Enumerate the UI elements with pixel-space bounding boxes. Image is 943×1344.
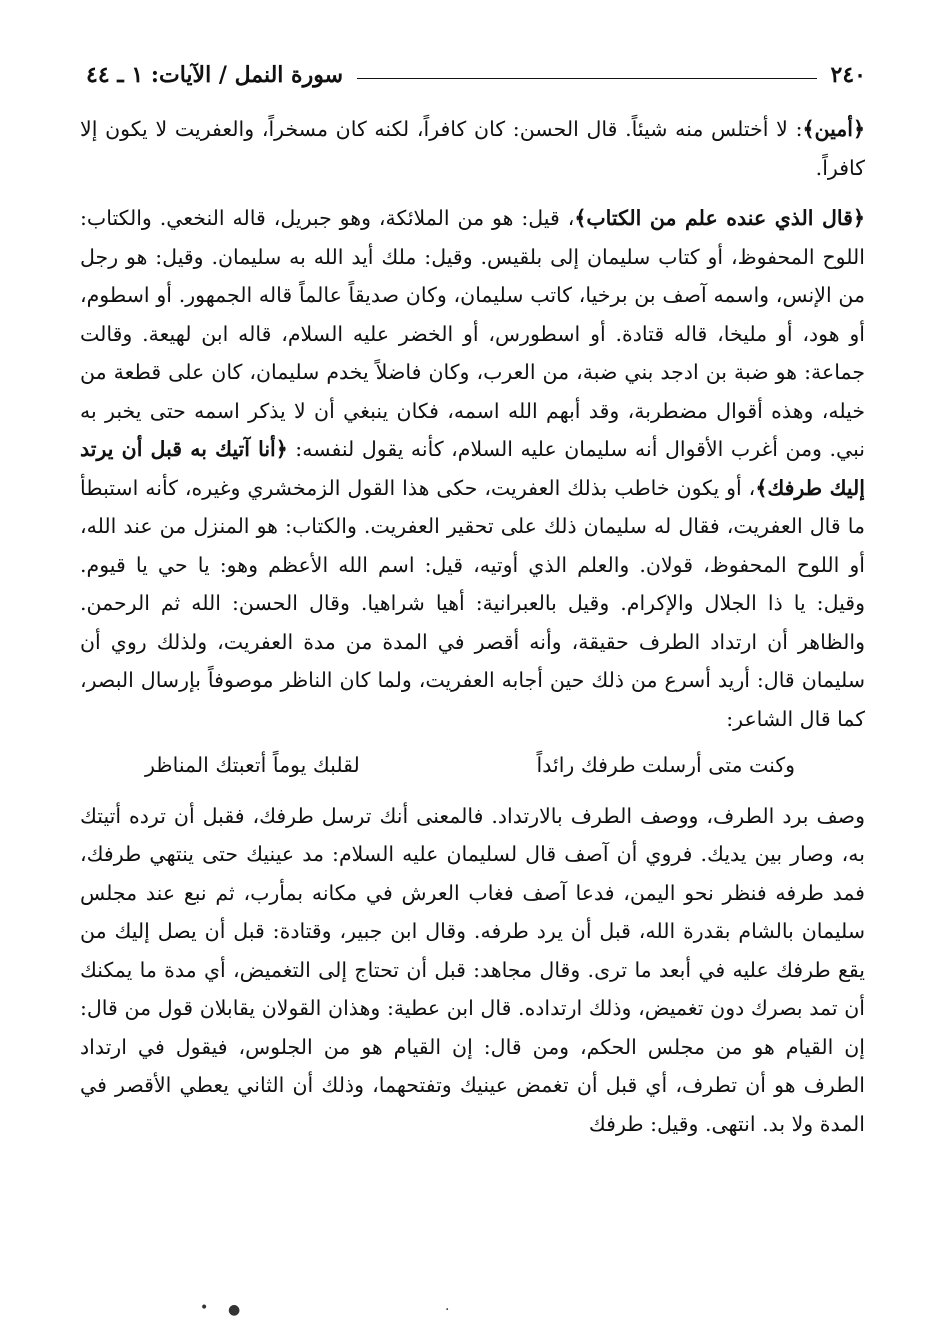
paragraph-text: وصف برد الطرف، ووصف الطرف بالارتداد. فالمعنى أنك ترسل طرفك، فقبل أن ترده أتيتك به، وصار بين يديك. فروي أن آصف قال لسليمان عليه السلام: مد عينيك حتى ينتهي طرفك، فمد طرفه فنظر نحو اليمن، فدعا آصف فغاب العرش في مكانه بمأرب، ثم نبع عند مجلس سليمان بالشام بقدرة الله، قبل أن يرد طرفه. وقال ابن جبير، وقتادة: قبل أن يصل إليك من يقع طرفك عليه في أبعد ما ترى. وقال مجاهد: قبل أن تحتاج إلى التغميض، أي مدة ما يمكنك أن تمد بصرك دون تغميض، وذلك ارتداده. قال ابن عطية: وهذان القولان يقابلان قول من قال: إن القيام هو من مجلس الحكم، ومن قال: إن القيام هو من الجلوس، فيقول في ارتداد الطرف هو أن تطرف، أي قبل أن تغمض عينيك وتفتحهما، وذلك أن الثاني يعطي الأقصر في المدة ولا بد. انتهى. وقيل: طرفك [80,803,865,1136]
paragraph [80,110,865,187]
paragraph-text: ، أو يكون خاطب بذلك العفريت، حكى هذا القول الزمخشري وغيره، كأنه استبطأ ما قال العفريت، فقال له سليمان ذلك على تحقير العفريت. والكتاب: هو المنزل من عند الله، أو اللوح المحفوظ، قولان. والعلم الذي أوتيه، قيل: اسم الله الأعظم وهو: يا حي يا قيوم. وقيل: يا ذا الجلال والإكرام. وقيل بالعبرانية: أهيا شراهيا. وقال الحسن: الله ثم الرحمن. والظاهر أن ارتداد الطرف حقيقة، وأنه أقصر في المدة من مدة العفريت، ولذلك روي أن سليمان قال: أريد أسرع من ذلك حين أجابه العفريت، ولما كان الناظر موصوفاً بإرسال البصر، كما قال الشاعر: [80,475,865,731]
quran-quote: ﴿أمين﴾ [802,117,865,141]
paragraph [80,199,865,738]
header-rule [357,78,817,79]
quran-quote: ﴿قال الذي عنده علم من الكتاب﴾ [574,206,865,230]
quran-quote: ﴿أنا آتيك به قبل أن يرتد إليك طرفك﴾ [80,437,865,500]
paragraph [80,797,865,1144]
running-title: سورة النمل / الآيات: ١ ـ ٤٤ [86,62,344,88]
verse-first-hemistich: وكنت متى أرسلت طرفك رائداً [536,753,795,777]
page-number: ٢٤٠ [830,62,866,88]
page-header [86,58,866,92]
page-body [80,110,865,1143]
verse-second-hemistich: لقلبك يوماً أتعبتك المناظر [145,753,360,777]
poetry-verse [145,746,865,785]
scan-speck: • [200,1300,209,1316]
paragraph-text: ، قيل: هو من الملائكة، وهو جبريل، قاله النخعي. والكتاب: اللوح المحفوظ، أو كتاب سليمان إلى بلقيس. وقيل: ملك أيد الله به سليمان. وقيل: هو رجل من الإنس، واسمه آصف بن برخيا، كاتب سليمان، وكان صديقاً عالماً قاله الجمهور. أو اسطوم، أو هود، أو مليخا، قاله قتادة. أو اسطورس، أو الخضر عليه السلام، قاله ابن لهيعة. وقالت جماعة: هو ضبة بن ادجد بني ضبة، من العرب، وكان فاضلاً يخدم سليمان، كان على قطعة من خيله، وهذه أقوال مضطربة، وقد أبهم الله اسمه، فكان ينبغي أن لا يذكر اسمه حتى يخبر به نبي. ومن أغرب الأقوال أنه سليمان عليه السلام، كأنه يقول لنفسه: [80,206,865,461]
scan-speck: ● [228,1302,241,1318]
paragraph-text: : لا أختلس منه شيئاً. قال الحسن: كان كافراً، لكنه كان مسخراً، والعفريت لا يكون إلا كافراً. [80,117,865,180]
scan-speck: · [445,1302,450,1318]
